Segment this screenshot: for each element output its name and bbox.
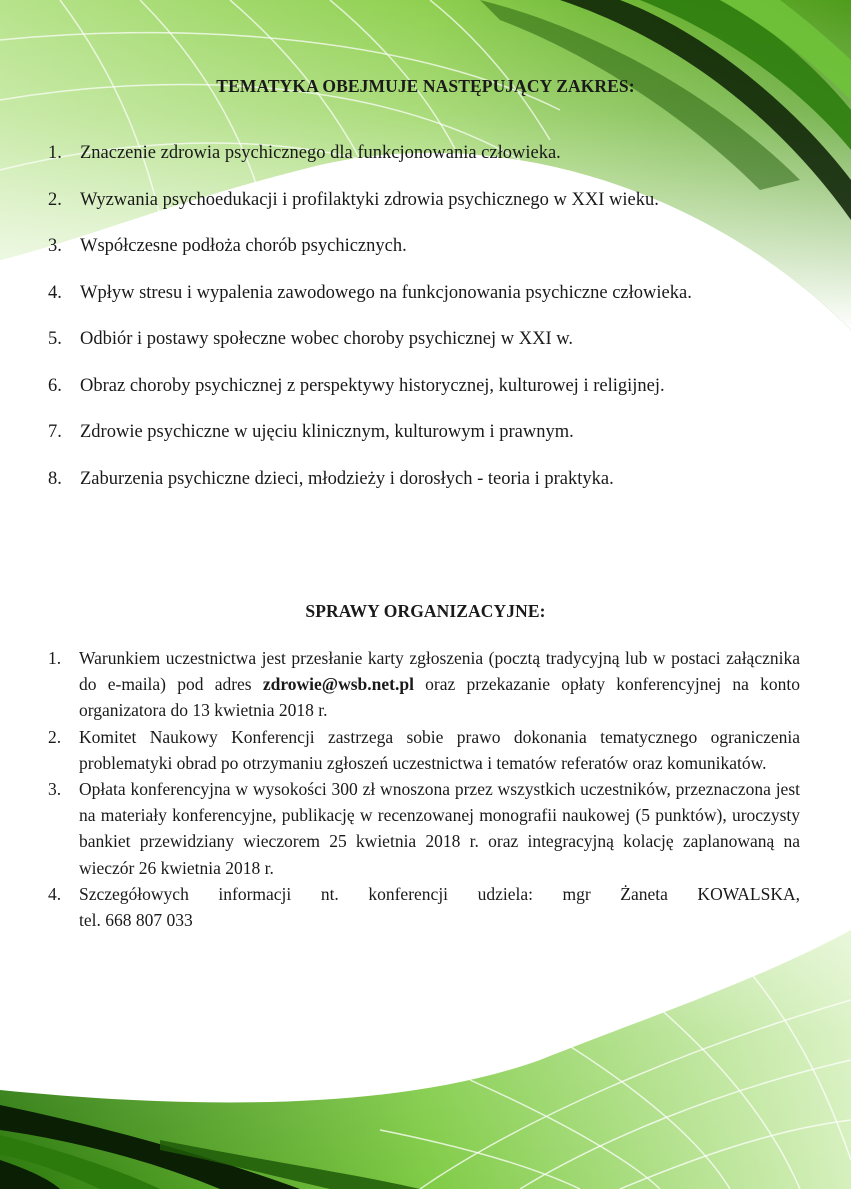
topic-item [48,143,828,190]
topic-number: 2. [48,189,62,210]
topic-item [48,376,828,423]
topic-number: 6. [48,375,62,396]
item-text: Komitet Naukowy Konferencji zastrzega sobie prawo dokonania tematycznego ograniczenia problematyki obrad po otrzymaniu zgłoszeń uczestnictwa i tematów referatów oraz komunikatów. [79,726,800,773]
topic-text: Obraz choroby psychicznej z perspektywy historycznej, kulturowej i religijnej. [80,375,665,396]
topic-number: 1. [48,143,62,163]
topic-number: 4. [48,282,62,303]
topic-text: Zdrowie psychiczne w ujęciu klinicznym, kulturowym i prawnym. [80,422,574,442]
item-number: 3. [48,779,62,800]
topic-item [48,469,828,516]
topic-text: Zaburzenia psychiczne dzieci, młodzieży i dorosłych - teoria i praktyka. [80,468,614,489]
item-number: 1. [48,648,62,668]
topic-item [48,283,828,330]
item-text-part: Warunkiem uczestnictwa jest przesłanie karty zgłoszenia (pocztą tradycyjną lub w postaci załącznika do e-maila) pod adres [79,648,800,695]
item-text [79,881,800,933]
topic-item [48,422,828,469]
phone-line: tel. 668 807 033 [79,910,193,931]
item-text [79,645,800,724]
topic-item [48,190,828,237]
topic-text: Wpływ stresu i wypalenia zawodowego na funkcjonowania psychiczne człowieka. [80,282,692,303]
organization-item [48,881,800,933]
organization-list [48,645,800,933]
organization-item [48,724,800,776]
topic-item [48,329,828,376]
organization-item [48,645,800,724]
topic-text: Odbiór i postawy społeczne wobec choroby psychicznej w XXI w. [80,329,574,349]
topic-text: Znaczenie zdrowia psychicznego dla funkcjonowania człowieka. [80,143,561,163]
item-text-part: oraz przekazanie opłaty konferencyjnej na konto organizatora do 13 kwietnia 2018 r. [79,674,800,721]
item-number: 4. [48,883,62,904]
item-text: Opłata konferencyjna w wysokości 300 zł wnoszona przez wszystkich uczestników, przeznaczona jest na materiały konferencyjne, publikację w recenzowanej monografii naukowej (5 punktów), uroczysty bankiet przewidziany wieczorem 25 kwietnia 2018 r. oraz integracyjną kolację zaplanowaną na wieczór 26 kwietnia 2018 r. [79,779,800,878]
topic-text: Wyzwania psychoedukacji i profilaktyki zdrowia psychicznego w XXI wieku. [80,189,659,210]
topic-number: 7. [48,422,62,442]
organization-heading: SPRAWY ORGANIZACYJNE: [305,601,546,621]
item-number: 2. [48,726,62,747]
contact-line: Szczegółowych informacji nt. konferencji udziela: mgr Żaneta KOWALSKA, [79,883,800,904]
email-address[interactable]: zdrowie@wsb.net.pl [262,674,414,695]
topics-list [48,143,828,515]
topics-heading: TEMATYKA OBEJMUJE NASTĘPUJĄCY ZAKRES: [216,76,635,96]
topic-number: 3. [48,236,62,256]
topic-text: Współczesne podłoża chorób psychicznych. [80,236,407,256]
organization-item [48,776,800,881]
topic-item [48,236,828,283]
topic-number: 8. [48,468,62,489]
topic-number: 5. [48,329,62,349]
